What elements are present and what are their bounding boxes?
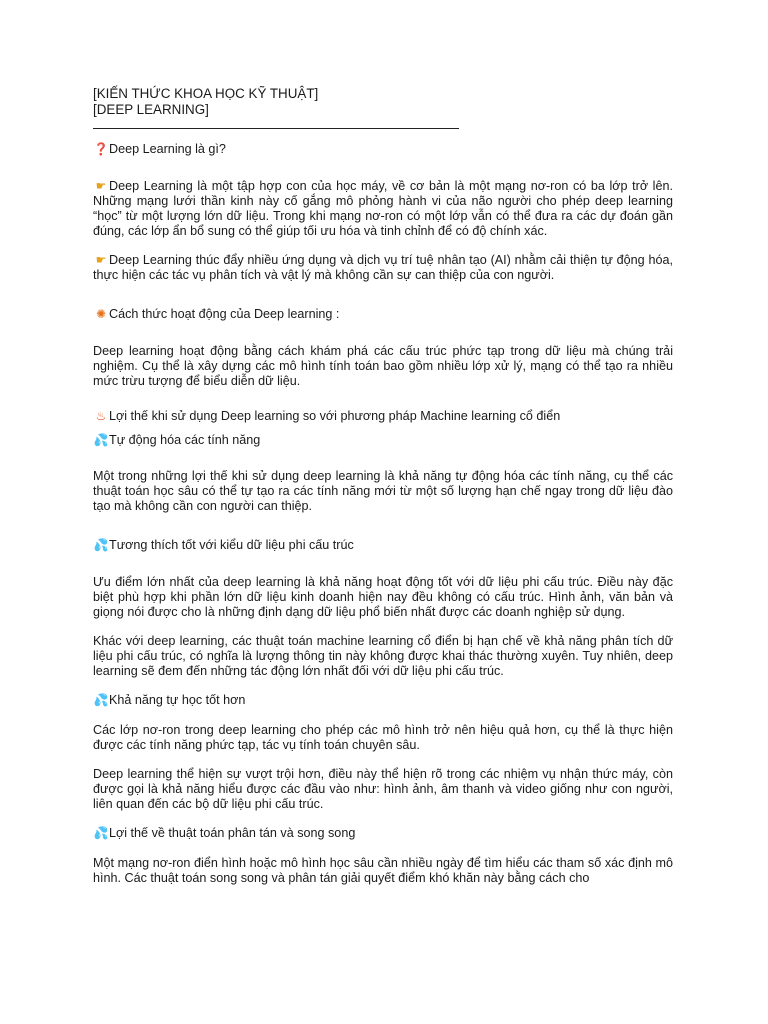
paragraph-definition [93, 179, 673, 239]
section-heading-advantages [93, 409, 673, 424]
heading-text: Cách thức hoạt động của Deep learning : [109, 307, 340, 321]
droplets-icon: 💦 [93, 826, 109, 840]
paragraph-unstructured-advantage [93, 575, 673, 620]
collision-icon: ✺ [95, 307, 107, 321]
paragraph-text: Một trong những lợi thế khi sử dụng deep learning là khả năng tự động hóa các tính năng, cụ thể các thuật toán học sâu có thể tự tạo ra các tính năng mới từ một số lượng hạn chế ngay trong dữ liệu đào tạo mà không cần con người can thiệp. [93, 469, 673, 513]
paragraph-text: Các lớp nơ-ron trong deep learning cho phép các mô hình trở nên hiệu quả hơn, cụ thể là thực hiện được các tính năng phức tạp, tác vụ tính toán chuyên sâu. [93, 723, 673, 752]
header-divider [93, 128, 459, 129]
paragraph-neural-layers [93, 723, 673, 753]
section-heading-how [93, 307, 673, 322]
paragraph-text: Khác với deep learning, các thuật toán machine learning cổ điển bị hạn chế về khả năng phân tích dữ liệu phi cấu trúc, có nghĩa là lượng thông tin này không được khai thác thường xuyên. Tuy nhiên, deep learning sẽ đem đến những tác động lớn nhất đối với dữ liệu phi cấu trúc. [93, 634, 673, 678]
paragraph-distributed [93, 856, 673, 886]
heading-text: Deep Learning là gì? [109, 142, 226, 156]
subheading-unstructured [93, 538, 673, 553]
droplets-icon: 💦 [93, 538, 109, 552]
subheading-automation [93, 433, 673, 448]
paragraph-how-it-works [93, 344, 673, 389]
heading-text: Lợi thế về thuật toán phân tán và song song [109, 826, 356, 840]
question-mark-icon: ❓ [93, 142, 109, 156]
header-subtitle: [DEEP LEARNING] [93, 102, 209, 117]
heading-text: Khả năng tự học tốt hơn [109, 693, 246, 707]
paragraph-applications [93, 253, 673, 283]
heading-text: Tương thích tốt với kiểu dữ liệu phi cấu trúc [109, 538, 354, 552]
paragraph-text: Deep learning hoạt động bằng cách khám phá các cấu trúc phức tạp trong dữ liệu mà chúng trải nghiệm. Cụ thể là xây dựng các mô hình tính toán bao gồm nhiều lớp xử lý, mạng có thể tạo ra nhiều mức trừu tượng để biểu diễn dữ liệu. [93, 344, 673, 388]
pointing-hand-icon: ☛ [95, 253, 107, 267]
paragraph-text: Một mạng nơ-ron điển hình hoặc mô hình học sâu cần nhiều ngày để tìm hiểu các tham số xác định mô hình. Các thuật toán song song và phân tán giải quyết điểm khó khăn này bằng cách cho [93, 856, 673, 885]
paragraph-text: Deep Learning là một tập hợp con của học máy, về cơ bản là một mạng nơ-ron có ba lớp trở lên. Những mạng lưới thần kinh này cố gắng mô phỏng hành vi của não người cho phép deep learning “học” từ một lượng lớn dữ liệu. Trong khi mạng nơ-ron có một lớp vẫn có thể đưa ra các dự đoán gần đúng, các lớp ẩn bổ sung có thể giúp tối ưu hóa và tinh chỉnh để có độ chính xác. [93, 179, 673, 238]
document-page [93, 86, 673, 886]
paragraph-text: Deep learning thể hiện sự vượt trội hơn, điều này thể hiện rõ trong các nhiệm vụ nhận thức máy, còn được gọi là khả năng hiểu được các đầu vào như: hình ảnh, âm thanh và video giống như con người, liên quan đến các bộ dữ liệu phi cấu trúc. [93, 767, 673, 811]
heading-text: Tự động hóa các tính năng [109, 433, 261, 447]
subheading-self-learning [93, 693, 673, 708]
pointing-hand-icon: ☛ [95, 179, 107, 193]
droplets-icon: 💦 [93, 693, 109, 707]
subheading-distributed [93, 826, 673, 841]
paragraph-automation [93, 469, 673, 514]
droplets-icon: 💦 [93, 433, 109, 447]
paragraph-text: Ưu điểm lớn nhất của deep learning là khả năng hoạt động tốt với dữ liệu phi cấu trúc. Điều này đặc biệt phù hợp khi phần lớn dữ liệu kinh doanh hiện nay đều không có cấu trúc. Hình ảnh, văn bản và giọng nói được cho là những định dạng dữ liệu phổ biến nhất được các doanh nghiệp sử dụng. [93, 575, 673, 619]
fire-icon: ♨ [95, 409, 107, 423]
paragraph-machine-perception [93, 767, 673, 812]
paragraph-classic-ml-limits [93, 634, 673, 679]
header-title: [KIẾN THỨC KHOA HỌC KỸ THUẬT] [93, 86, 319, 101]
heading-text: Lợi thế khi sử dụng Deep learning so với phương pháp Machine learning cổ điển [109, 409, 561, 423]
paragraph-text: Deep Learning thúc đẩy nhiều ứng dụng và dịch vụ trí tuệ nhân tạo (AI) nhằm cải thiện tự động hóa, thực hiện các tác vụ phân tích và vật lý mà không cần sự can thiệp của con người. [93, 253, 673, 282]
section-heading-what [93, 142, 673, 157]
